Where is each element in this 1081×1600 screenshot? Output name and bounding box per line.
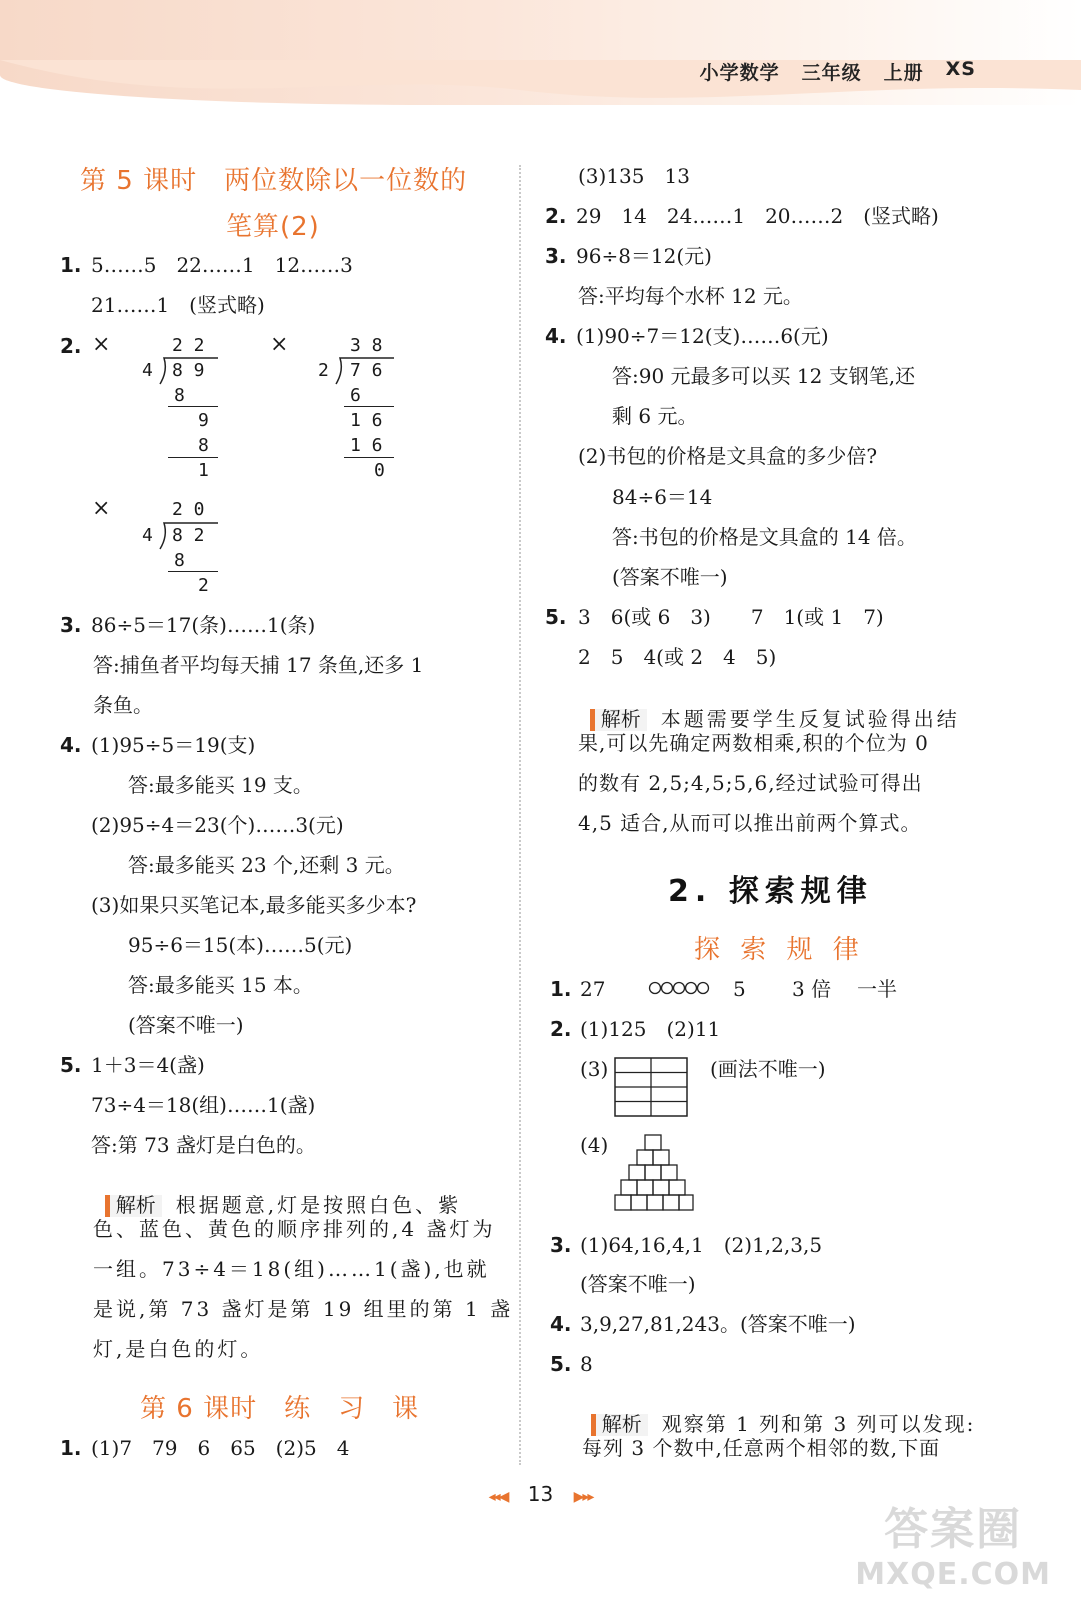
analysis-tag: 解析 <box>105 1195 162 1217</box>
r-q4-line3: 剩 6 元。 <box>612 404 698 428</box>
r-q4-label: 4. <box>545 324 567 348</box>
div2-quotient: 3 8 <box>350 335 383 356</box>
next-arrows-icon: ▶▸▸ <box>573 1489 593 1505</box>
analysis-line: 果,可以先确定两数相乘,积的个位为 0 <box>578 731 929 755</box>
div2-step2: 1 6 <box>350 410 383 431</box>
div3-remainder: 2 <box>198 575 209 596</box>
header-grade: 三年级 <box>801 62 862 84</box>
watermark-line2: MXQE.COM <box>855 1557 1051 1592</box>
q5-line2: 73÷4＝18(组)……1(盏) <box>91 1093 316 1117</box>
s-q5-label: 5. <box>550 1352 572 1376</box>
analysis-block-left <box>92 1175 461 1217</box>
s-q4-label: 4. <box>550 1312 572 1336</box>
r-q4-line5: 84÷6＝14 <box>612 485 713 509</box>
r-line-a: (3)135 13 <box>578 164 690 188</box>
q1-label: 1. <box>60 253 82 277</box>
r-q3-line1: 96÷8＝12(元) <box>576 244 712 268</box>
q2-label: 2. <box>60 334 82 358</box>
div1-divisor: 4 <box>142 360 153 381</box>
r-q2-label: 2. <box>545 204 567 228</box>
watermark <box>855 1493 1051 1592</box>
analysis-line: 本题需要学生反复试验得出结 <box>660 707 960 731</box>
book-header <box>700 58 976 85</box>
block-pyramid-figure <box>614 1134 694 1214</box>
r-q2-line: 29 14 24……1 20……2 (竖式略) <box>576 204 939 228</box>
s-q1-a: 27 <box>580 977 606 1001</box>
div2-dividend: 7 6 <box>350 360 383 381</box>
s-q2-label: 2. <box>550 1017 572 1041</box>
analysis-line: 色、蓝色、黄色的顺序排列的,4 盏灯为 <box>93 1217 496 1241</box>
analysis-line: 是说,第 73 盏灯是第 19 组里的第 1 盏 <box>93 1297 514 1321</box>
s-q2-part4: (4) <box>580 1133 609 1157</box>
q4-line4: 答:最多能买 23 个,还剩 3 元。 <box>128 853 405 877</box>
q3-line3: 条鱼。 <box>93 693 153 717</box>
l6-q1-line: (1)7 79 6 65 (2)5 4 <box>91 1436 350 1460</box>
r-q3-label: 3. <box>545 244 567 268</box>
div2-divisor: 2 <box>318 360 329 381</box>
analysis-tag: 解析 <box>590 709 647 731</box>
analysis-line: 每列 3 个数中,任意两个相邻的数,下面 <box>582 1436 941 1460</box>
r-q4-line7: (答案不唯一) <box>612 565 728 589</box>
q4-line3: (2)95÷4＝23(个)……3(元) <box>91 813 344 837</box>
page-number-value: 13 <box>527 1482 554 1506</box>
r-q5-line1: 3 6(或 6 3) 7 1(或 1 7) <box>578 605 884 629</box>
div2-step3: 1 6 <box>350 435 383 456</box>
analysis-line: 灯,是白色的灯。 <box>93 1337 264 1361</box>
header-edition: XS <box>945 58 976 80</box>
s-q4-line: 3,9,27,81,243。(答案不唯一) <box>580 1312 856 1336</box>
column-divider <box>519 165 521 1465</box>
r-q4-line6: 答:书包的价格是文具盒的 14 倍。 <box>612 525 917 549</box>
q5-line1: 1＋3＝4(盏) <box>91 1053 205 1077</box>
r-q3-line2: 答:平均每个水杯 12 元。 <box>578 284 803 308</box>
q5-label: 5. <box>60 1053 82 1077</box>
s-q1-c: 3 倍 <box>792 977 832 1001</box>
lesson5-title-line1: 第 5 课时 两位数除以一位数的 <box>80 166 468 196</box>
div1-step2: 9 <box>198 410 209 431</box>
q1-line2: 21……1 (竖式略) <box>91 293 265 317</box>
lesson5-title-line2: 笔算(2) <box>226 212 320 242</box>
div3-dividend: 8 2 <box>172 525 205 546</box>
div1-remainder: 1 <box>198 460 209 481</box>
r-q5-label: 5. <box>545 605 567 629</box>
s-q5-line: 8 <box>580 1352 593 1376</box>
lesson6-title: 第 6 课时 练 习 课 <box>140 1394 420 1424</box>
s-q1-b: 5 <box>733 977 746 1001</box>
q1-line1: 5……5 22……1 12……3 <box>91 253 353 277</box>
circles-icon <box>648 980 712 996</box>
s-q2-part3: (3) <box>580 1057 609 1081</box>
div1-dividend: 8 9 <box>172 360 205 381</box>
div3-quotient: 2 0 <box>172 499 205 520</box>
div3-divisor: 4 <box>142 525 153 546</box>
q4-line1: (1)95÷5＝19(支) <box>91 733 256 757</box>
s-q1-label: 1. <box>550 977 572 1001</box>
analysis-line: 的数有 2,5;4,5;5,6,经过试验可得出 <box>578 771 923 795</box>
l6-q1-label: 1. <box>60 1436 82 1460</box>
div2-step1: 6 <box>350 385 361 406</box>
q4-line8: (答案不唯一) <box>128 1013 244 1037</box>
q4-line5: (3)如果只买笔记本,最多能买多少本? <box>91 893 417 917</box>
div3-step1: 8 <box>174 550 185 571</box>
q3-line1: 86÷5＝17(条)……1(条) <box>91 613 316 637</box>
s-q2-line1: (1)125 (2)11 <box>580 1017 721 1041</box>
rectangle-grid-figure <box>614 1057 688 1117</box>
analysis-line: 4,5 适合,从而可以推出前两个算式。 <box>578 811 922 835</box>
div2-rule-2 <box>344 457 394 458</box>
q2-mark-1: × <box>92 332 111 357</box>
q3-line2: 答:捕鱼者平均每天捕 17 条鱼,还多 1 <box>93 653 424 677</box>
r-q4-line4: (2)书包的价格是文具盒的多少倍? <box>578 444 878 468</box>
div2-rule-1 <box>344 406 394 407</box>
analysis-block-right <box>577 689 960 731</box>
analysis-line: 根据题意,灯是按照白色、紫 <box>175 1193 462 1217</box>
s-q3-line1: (1)64,16,4,1 (2)1,2,3,5 <box>580 1233 823 1257</box>
r-q5-line2: 2 5 4(或 2 4 5) <box>578 645 777 669</box>
q4-line2: 答:最多能买 19 支。 <box>128 773 313 797</box>
q5-line3: 答:第 73 盏灯是白色的。 <box>91 1133 316 1157</box>
div3-rule-1 <box>168 571 218 572</box>
q2-mark-2: × <box>270 332 289 357</box>
header-subject: 小学数学 <box>699 62 780 84</box>
analysis-line: 一组。73÷4＝18(组)……1(盏),也就 <box>93 1257 490 1281</box>
prev-arrows-icon: ◂◂◀ <box>488 1489 508 1505</box>
q4-label: 4. <box>60 733 82 757</box>
div1-step1: 8 <box>174 385 185 406</box>
div1-rule-1 <box>168 406 218 407</box>
q3-label: 3. <box>60 613 82 637</box>
div1-quotient: 2 2 <box>172 335 205 356</box>
div2-remainder: 0 <box>374 460 385 481</box>
s-q1-d: 一半 <box>857 977 897 1001</box>
q2-mark-3: × <box>92 496 111 521</box>
watermark-line1: 答案圈 <box>884 1504 1023 1555</box>
s-q3-label: 3. <box>550 1233 572 1257</box>
r-q4-line1: (1)90÷7＝12(支)……6(元) <box>576 324 829 348</box>
div1-step3: 8 <box>198 435 209 456</box>
analysis-line: 观察第 1 列和第 3 列可以发现: <box>661 1412 976 1436</box>
s-q3-line2: (答案不唯一) <box>580 1272 696 1296</box>
div1-rule-2 <box>168 457 218 458</box>
header-volume: 上册 <box>883 62 924 84</box>
s-q2-note: (画法不唯一) <box>710 1057 826 1081</box>
q4-line6: 95÷6＝15(本)……5(元) <box>128 933 353 957</box>
analysis-tag: 解析 <box>591 1414 648 1436</box>
q4-line7: 答:最多能买 15 本。 <box>128 973 313 997</box>
r-q4-line2: 答:90 元最多可以买 12 支钢笔,还 <box>612 364 916 388</box>
section-title: 2. 探索规律 <box>668 874 873 909</box>
analysis-block-right-2 <box>578 1394 975 1436</box>
subsection-title: 探 索 规 律 <box>694 935 865 965</box>
